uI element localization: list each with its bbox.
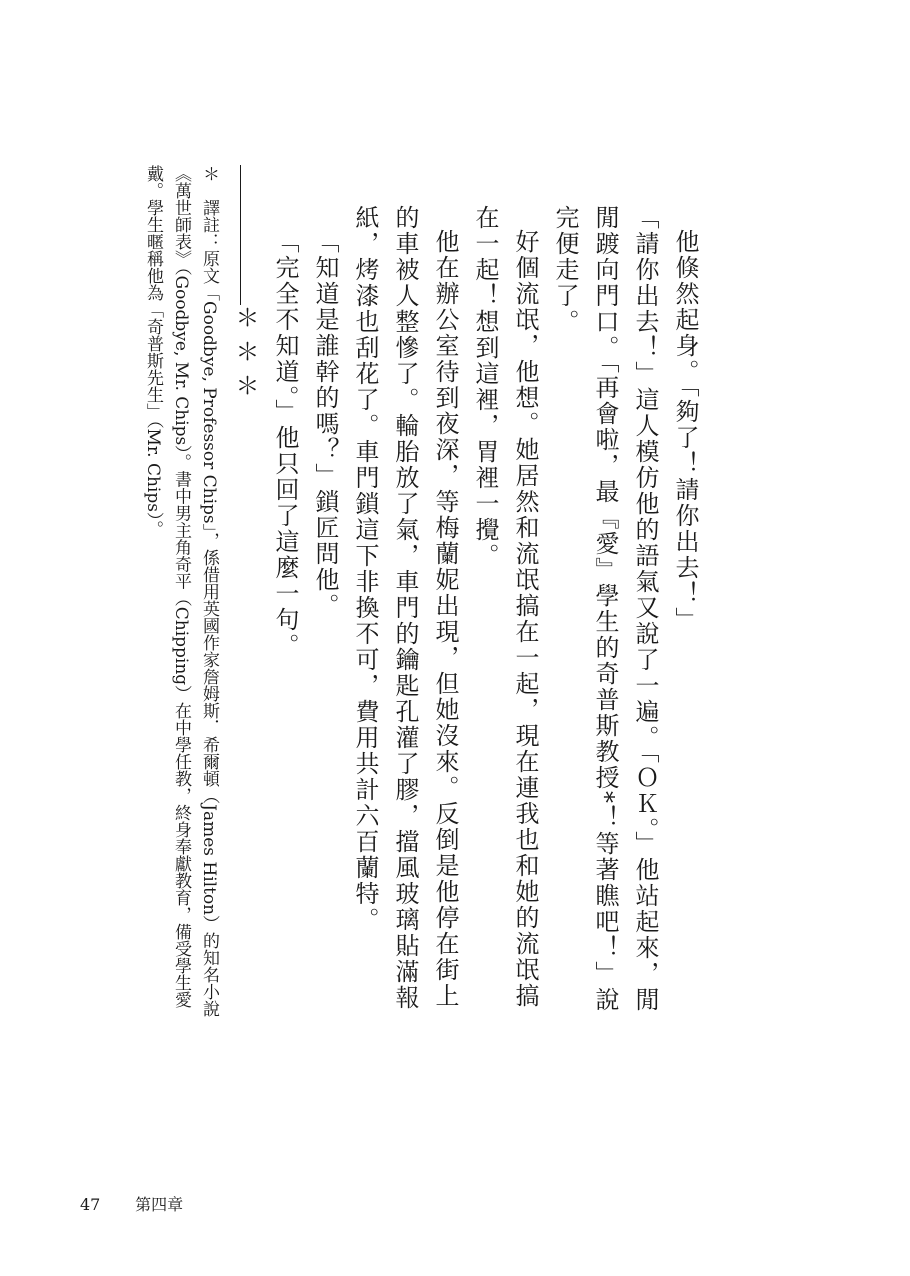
footnote-text: ＊ 譯註：原文「Goodbye, Professor Chips」，係借用英國作家詹姆斯．希爾頓（James Hilton）的知名小說《萬世師表》（Goodbye, Mr. Chips）。書中男主角奇平（Chipping）在中學任教，終身奉獻教育，備受學生愛戴。學生暱稱他為「奇普斯先生」（Mr. Chips）。 <box>143 165 219 1018</box>
paragraph-5: 「知道是誰幹的嗎？」鎖匠問他。 <box>311 229 339 619</box>
paragraph-4: 他在辦公室待到夜深，等梅蘭妮出現，但她沒來。反倒是他停在街上的車被人整慘了。輪胎放了氣，車門的鑰匙孔灌了膠，擋風玻璃貼滿報紙，烤漆也刮花了。車門鎖這下非換不可，費用共計六百蘭特。 <box>351 205 459 1011</box>
paragraph-2: 「請你出去！」這人模仿他的語氣又說了一遍。「ＯＫ。」他站起來，閒閒踱向門口。「再會啦，最『愛』學生的奇普斯教授*！等著瞧吧！」說完便走了。 <box>551 205 659 1013</box>
footnote <box>139 165 223 1025</box>
paragraph-3: 好個流氓，他想。她居然和流氓搞在一起，現在連我也和她的流氓搞在一起！想到這裡，胃裡一攪。 <box>471 205 539 1009</box>
chapter-label: 第四章 <box>135 1195 184 1214</box>
paragraph-6: 「完全不知道。」他只回了這麼一句。 <box>271 229 299 659</box>
footnote-divider <box>240 165 241 305</box>
section-break: ＊＊＊ <box>231 305 259 407</box>
main-text <box>203 205 705 1025</box>
page-number: 47 <box>80 1195 101 1214</box>
page-footer <box>80 1192 183 1215</box>
paragraph-1: 他倏然起身。「夠了！請你出去！」 <box>671 229 699 633</box>
